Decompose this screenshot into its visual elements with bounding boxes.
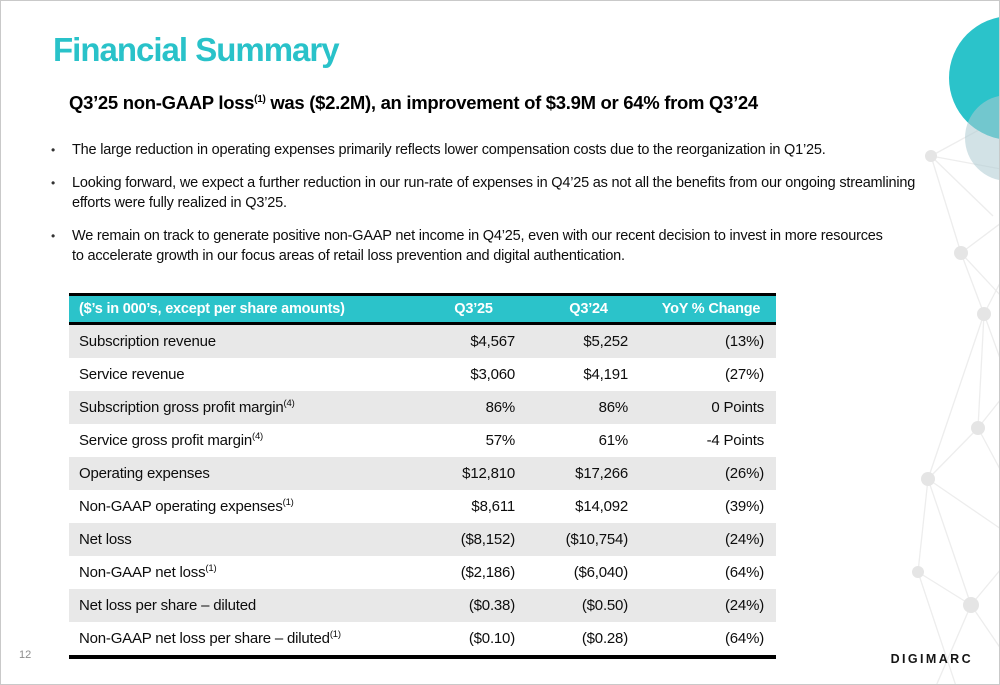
row-label-text: Non-GAAP net loss per share – diluted <box>79 630 330 647</box>
cell-q325: ($0.10) <box>468 630 515 647</box>
row-label-text: Net loss per share – diluted <box>79 597 257 614</box>
bullet-marker: • <box>51 175 56 190</box>
bullet-text: We remain on track to generate positive non-GAAP net income in Q4’25, even with our recent decision to invest in more resources to accelerate growth in our focus areas of retail loss prevention and digital authentication. <box>72 227 883 265</box>
cell-yoy: (24%) <box>724 597 764 614</box>
subtitle-text: Q3’25 non-GAAP loss <box>69 92 255 113</box>
row-label-text: Service revenue <box>79 366 185 383</box>
row-label-text: Subscription revenue <box>79 333 216 350</box>
page-title: Financial Summary <box>53 31 339 68</box>
footnote-ref: (1) <box>205 563 217 574</box>
table-row <box>69 490 776 523</box>
cell-yoy: (13%) <box>724 333 764 350</box>
table-row <box>69 589 776 622</box>
footnote-ref: (4) <box>283 398 295 409</box>
bullet-marker: • <box>51 143 56 157</box>
table-row <box>69 358 776 391</box>
bullet-list <box>51 140 940 279</box>
bullet-text: Looking forward, we expect a further reduction in our run-rate of expenses in Q4’25 as not all the benefits from our ongoing streamlining efforts were fully realized in Q3’25. <box>72 174 916 212</box>
financial-table <box>69 293 776 659</box>
cell-q324: $14,092 <box>575 498 628 515</box>
cell-yoy: (26%) <box>724 465 764 482</box>
cell-yoy: (64%) <box>724 564 764 581</box>
row-label-text: Service gross profit margin <box>79 432 252 449</box>
header-yoy: YoY % Change <box>646 295 776 324</box>
cell-q324: ($0.28) <box>581 630 628 647</box>
row-label <box>69 589 416 622</box>
cell-q325: 57% <box>485 432 515 449</box>
cell-yoy: -4 Points <box>706 432 764 449</box>
digimarc-logo: DIGIMARC <box>890 652 973 666</box>
cell-q325: ($2,186) <box>460 564 515 581</box>
row-label <box>69 424 416 457</box>
row-label <box>69 358 416 391</box>
cell-q324: ($10,754) <box>565 531 628 548</box>
cell-q324: ($0.50) <box>581 597 628 614</box>
cell-q325: ($8,152) <box>460 531 515 548</box>
header-label-column: ($’s in 000’s, except per share amounts) <box>69 295 416 324</box>
row-label-text: Operating expenses <box>79 465 210 482</box>
cell-yoy: (24%) <box>724 531 764 548</box>
cell-q324: $17,266 <box>575 465 628 482</box>
cell-yoy: (39%) <box>724 498 764 515</box>
table-header-row <box>69 295 776 324</box>
cell-yoy: (27%) <box>724 366 764 383</box>
cell-q324: $5,252 <box>583 333 628 350</box>
table-row <box>69 622 776 657</box>
bullet-item <box>51 173 940 214</box>
row-label <box>69 490 416 523</box>
subtitle-footnote-ref: (1) <box>254 93 266 105</box>
row-label <box>69 324 416 359</box>
subtitle-text-cont: was ($2.2M), an improvement of $3.9M or 64% from Q3’24 <box>265 92 758 113</box>
table-row <box>69 556 776 589</box>
cell-q325: $8,611 <box>471 498 515 515</box>
header-q325: Q3’25 <box>416 295 531 324</box>
cell-q324: 61% <box>598 432 628 449</box>
row-label <box>69 556 416 589</box>
table-row <box>69 324 776 359</box>
footnote-ref: (1) <box>329 629 341 640</box>
cell-q324: 86% <box>598 399 628 416</box>
bullet-item <box>51 140 940 161</box>
subtitle <box>69 92 758 114</box>
footer-page-number: 12 <box>19 649 32 661</box>
cell-q325: $3,060 <box>470 366 515 383</box>
footnote-ref: (4) <box>252 431 264 442</box>
table-row <box>69 523 776 556</box>
cell-q324: ($6,040) <box>573 564 628 581</box>
row-label <box>69 622 416 657</box>
cell-q325: $12,810 <box>462 465 515 482</box>
row-label-text: Non-GAAP net loss <box>79 564 206 581</box>
bullet-item <box>51 226 940 267</box>
header-q324: Q3’24 <box>531 295 646 324</box>
row-label-text: Net loss <box>79 531 132 548</box>
bullet-marker: • <box>51 228 56 243</box>
cell-yoy: (64%) <box>724 630 764 647</box>
row-label-text: Subscription gross profit margin <box>79 399 284 416</box>
cell-q325: $4,567 <box>470 333 515 350</box>
table-row <box>69 457 776 490</box>
bullet-text: The large reduction in operating expenses primarily reflects lower compensation costs due to the reorganization in Q1’25. <box>72 142 826 158</box>
row-label <box>69 523 416 556</box>
footnote-ref: (1) <box>282 497 294 508</box>
cell-yoy: 0 Points <box>711 399 764 416</box>
table-row <box>69 391 776 424</box>
cell-q324: $4,191 <box>583 366 628 383</box>
table-row <box>69 424 776 457</box>
cell-q325: ($0.38) <box>468 597 515 614</box>
row-label <box>69 391 416 424</box>
row-label-text: Non-GAAP operating expenses <box>79 498 283 515</box>
row-label <box>69 457 416 490</box>
cell-q325: 86% <box>485 399 515 416</box>
